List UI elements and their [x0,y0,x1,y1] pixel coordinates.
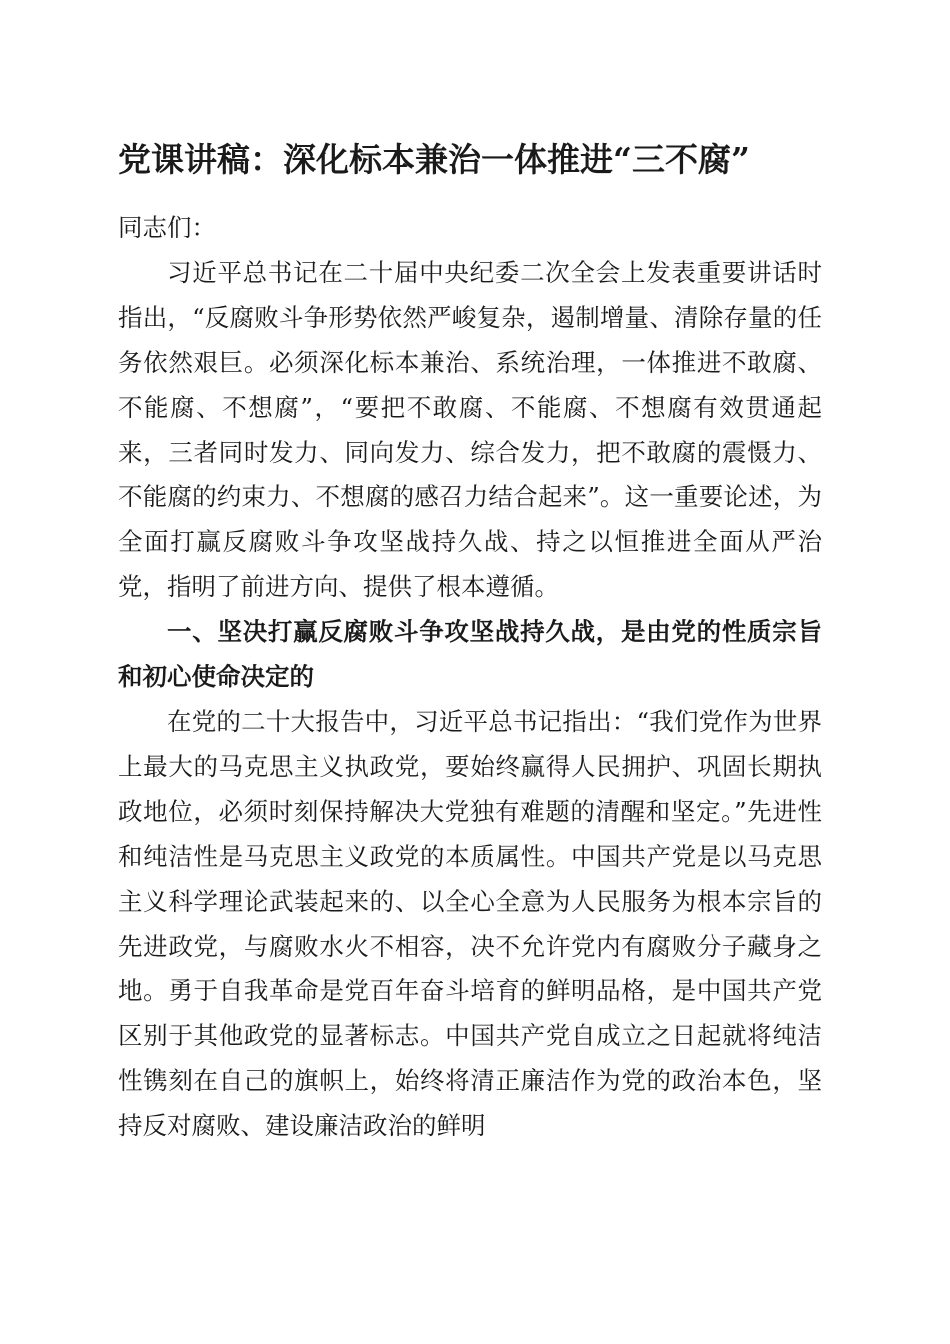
greeting: 同志们： [118,213,216,242]
section-heading-1: 一、坚决打赢反腐败斗争攻坚战持久战，是由党的性质宗旨和初心使命决定的 [118,617,822,692]
paragraph-intro: 习近平总书记在二十届中央纪委二次全会上发表重要讲话时指出，“反腐败斗争形势依然严峻复杂，遏制增量、清除存量的任务依然艰巨。必须深化标本兼治、系统治理，一体推进不敢腐、不能腐、不想腐”，“要把不敢腐、不能腐、不想腐有效贯通起来，三者同时发力、同向发力、综合发力，把不敢腐的震慑力、不能腐的约束力、不想腐的感召力结合起来”。这一重要论述，为全面打赢反腐败斗争攻坚战持久战、持之以恒推进全面从严治党，指明了前进方向、提供了根本遵循。 [118,257,822,602]
paragraph-section-1: 在党的二十大报告中，习近平总书记指出：“我们党作为世界上最大的马克思主义执政党，要始终赢得人民拥护、巩固长期执政地位，必须时刻保持解决大党独有难题的清醒和坚定。”先进性和纯洁性是马克思主义政党的本质属性。中国共产党是以马克思主义科学理论武装起来的、以全心全意为人民服务为根本宗旨的先进政党，与腐败水火不相容，决不允许党内有腐败分子藏身之地。勇于自我革命是党百年奋斗培育的鲜明品格，是中国共产党区别于其他政党的显著标志。中国共产党自成立之日起就将纯洁性镌刻在自己的旗帜上，始终将清正廉洁作为党的政治本色，坚持反对腐败、建设廉洁政治的鲜明 [118,706,822,1141]
document-body [118,206,822,1149]
document-title: 党课讲稿：深化标本兼治一体推进“三不腐” [118,140,750,179]
